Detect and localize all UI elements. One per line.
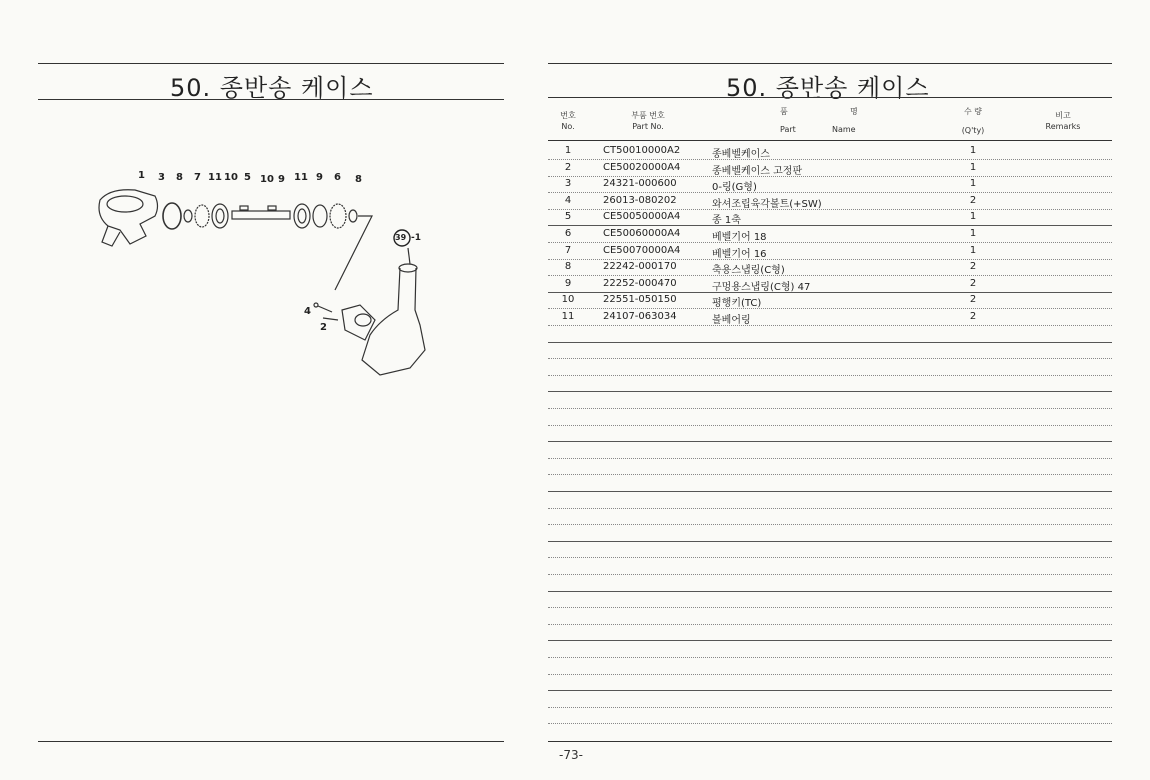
row-name: 0-링(G형) (712, 182, 757, 194)
row-no: 10 (561, 294, 575, 306)
table-row (548, 259, 1112, 276)
table-row (548, 243, 1112, 260)
header-qty-en: (Q'ty) (961, 126, 985, 135)
row-qty: 1 (969, 178, 977, 190)
table-row (548, 160, 1112, 177)
row-name: 종베벨케이스 고정판 (712, 165, 803, 177)
row-name: 종 1축 (712, 215, 741, 227)
table-row (548, 292, 1112, 309)
row-divider (548, 225, 1112, 226)
row-divider (548, 242, 1112, 243)
callout-label: 6 (334, 172, 341, 183)
row-part-no: CE50070000A4 (603, 244, 681, 256)
row-no: 4 (564, 194, 572, 206)
row-divider (548, 308, 1112, 309)
row-part-no: CT50010000A2 (603, 145, 681, 156)
header-bottom-rule (548, 140, 1112, 141)
exploded-parts-diagram (80, 160, 500, 420)
callout-label: 10 (224, 172, 238, 183)
row-name: 구멍용스냅링(C형) 47 (712, 281, 811, 293)
callout-label: 4 (304, 306, 311, 317)
row-no: 11 (561, 311, 575, 322)
row-name: 베벨기어 16 (712, 248, 767, 260)
row-divider (548, 209, 1112, 210)
row-qty: 1 (969, 228, 977, 239)
ref-badge-number: 39 (395, 233, 407, 242)
row-divider (548, 508, 1112, 509)
row-part-no: 22242-000170 (603, 261, 677, 273)
row-divider (548, 176, 1112, 177)
row-qty: 2 (969, 311, 977, 322)
table-row (548, 226, 1112, 243)
header-part-ko: 부품 번호 (631, 111, 665, 120)
table-bottom-rule (548, 741, 1112, 742)
left-page-title: 50. 종반송 케이스 (170, 74, 374, 102)
row-name: 평행키(TC) (712, 298, 762, 310)
row-divider (548, 458, 1112, 459)
callout-label: 9 (278, 174, 285, 185)
row-name: 종베벨케이스 (712, 149, 770, 160)
row-divider (548, 491, 1112, 492)
row-qty: 1 (969, 145, 977, 156)
callout-label: 8 (176, 172, 183, 183)
row-divider (548, 408, 1112, 409)
row-divider (548, 441, 1112, 442)
callout-label: 1 (138, 170, 145, 181)
row-divider (548, 159, 1112, 160)
callout-label: 9 (316, 172, 323, 183)
title-top-rule (38, 63, 504, 64)
header-qty-ko: 수 량 (964, 107, 982, 116)
page-number: -73- (559, 748, 583, 762)
header-name-ko-2: 명 (850, 107, 858, 116)
row-divider (548, 690, 1112, 691)
header-name-en-1: Part (780, 125, 796, 134)
row-divider (548, 425, 1112, 426)
row-divider (548, 541, 1112, 542)
table-row (548, 193, 1112, 210)
header-no-en: No. (561, 122, 575, 131)
row-part-no: CE50050000A4 (603, 211, 681, 223)
row-divider (548, 292, 1112, 293)
row-divider (548, 640, 1112, 641)
callout-label: 5 (244, 172, 251, 183)
header-name-en-2: Name (832, 125, 856, 134)
row-no: 8 (564, 261, 572, 273)
row-qty: 1 (969, 211, 977, 223)
row-qty: 1 (969, 161, 977, 173)
title-top-rule (548, 63, 1112, 64)
row-divider (548, 674, 1112, 675)
ref-badge-suffix: -1 (411, 233, 421, 243)
diagram-drawing (80, 160, 500, 420)
callout-label: 10 (260, 174, 274, 185)
row-no: 6 (564, 228, 572, 239)
row-divider (548, 358, 1112, 359)
row-qty: 2 (969, 194, 977, 206)
header-remarks-ko: 비고 (1055, 111, 1071, 120)
row-no: 7 (564, 244, 572, 256)
header-no-ko: 번호 (560, 111, 576, 120)
table-row (548, 309, 1112, 326)
row-part-no: 22551-050150 (603, 294, 677, 306)
row-no: 2 (564, 161, 572, 173)
header-remarks-en: Remarks (1045, 122, 1081, 131)
row-divider (548, 259, 1112, 260)
row-divider (548, 574, 1112, 575)
header-part-en: Part No. (632, 122, 664, 131)
row-divider (548, 391, 1112, 392)
row-part-no: 26013-080202 (603, 194, 677, 206)
row-part-no: 24321-000600 (603, 178, 677, 190)
row-divider (548, 657, 1112, 658)
row-divider (548, 607, 1112, 608)
row-qty: 2 (969, 261, 977, 273)
row-divider (548, 723, 1112, 724)
row-divider (548, 524, 1112, 525)
row-divider (548, 474, 1112, 475)
callout-label: 7 (194, 172, 201, 183)
row-no: 3 (564, 178, 572, 190)
title-bottom-rule (548, 97, 1112, 98)
row-no: 1 (564, 145, 572, 156)
callout-label: 2 (320, 322, 327, 333)
row-divider (548, 591, 1112, 592)
row-no: 5 (564, 211, 572, 223)
row-divider (548, 342, 1112, 343)
row-part-no: CE50020000A4 (603, 161, 681, 173)
table-row (548, 176, 1112, 193)
row-no: 9 (564, 277, 572, 289)
row-divider (548, 557, 1112, 558)
callout-label: 8 (355, 174, 362, 185)
row-part-no: CE50060000A4 (603, 228, 681, 239)
table-row (548, 276, 1112, 293)
row-divider (548, 707, 1112, 708)
table-row (548, 209, 1112, 226)
row-qty: 2 (969, 277, 977, 289)
row-divider (548, 375, 1112, 376)
row-name: 축용스냅링(C형) (712, 265, 785, 277)
row-name: 베벨기어 18 (712, 232, 767, 243)
row-qty: 1 (969, 244, 977, 256)
table-row (548, 143, 1112, 160)
callout-label: 11 (208, 172, 222, 183)
callout-label: 3 (158, 172, 165, 183)
right-page (540, 0, 1150, 780)
header-name-ko-1: 품 (780, 107, 788, 116)
callout-label: 11 (294, 172, 308, 183)
row-part-no: 24107-063034 (603, 311, 677, 322)
row-divider (548, 275, 1112, 276)
left-footer-rule (38, 741, 504, 742)
row-divider (548, 192, 1112, 193)
row-name: 와셔조립육각볼트(+SW) (712, 198, 822, 210)
row-part-no: 22252-000470 (603, 277, 677, 289)
left-page (0, 0, 540, 780)
row-divider (548, 325, 1112, 326)
row-divider (548, 624, 1112, 625)
row-qty: 2 (969, 294, 977, 306)
right-page-title: 50. 종반송 케이스 (726, 74, 930, 102)
row-name: 볼베어링 (712, 315, 751, 326)
title-bottom-rule (38, 99, 504, 100)
